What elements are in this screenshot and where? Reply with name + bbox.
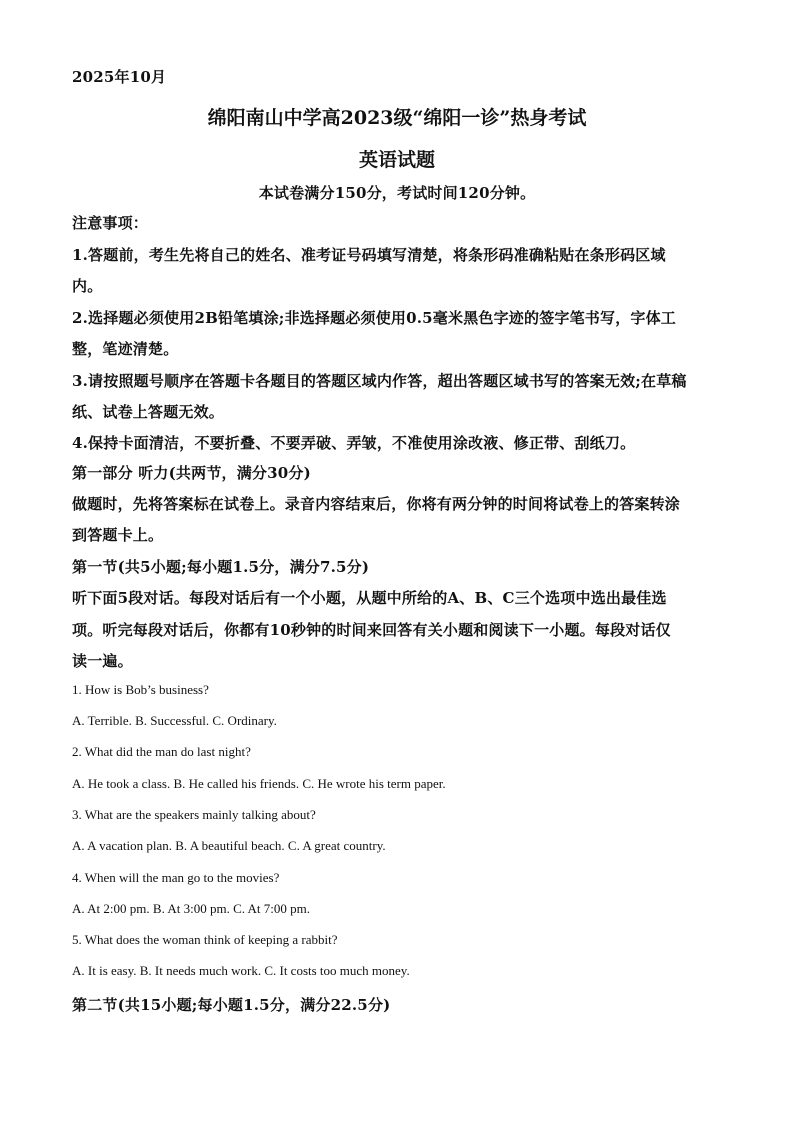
question-1: 1. How is Bob’s business? [72,682,209,697]
question-3: 3. What are the speakers mainly talking about? [72,807,316,822]
question-5: 5. What does the woman think of keeping a rabbit? [72,932,338,947]
section1-instruction-line: 听下面5段对话。每段对话后有一个小题，从题中所给的A、B、C三个选项中选出最佳选 [72,589,667,607]
notice-line: 2.选择题必须使用2B铅笔填涂;非选择题必须使用0.5毫米黑色字迹的签字笔书写，字体工 [72,309,677,327]
notice-line: 内。 [72,277,103,295]
notice-line: 1.答题前，考生先将自己的姓名、准考证号码填写清楚，将条形码准确粘贴在条形码区域 [72,246,666,264]
section1-instruction-line: 项。听完每段对话后，你都有10秒钟的时间来回答有关小题和阅读下一小题。每段对话仅 [72,621,671,639]
notice-line: 3.请按照题号顺序在答题卡各题目的答题区域内作答，超出答题区域书写的答案无效;在草稿 [72,372,687,390]
notice-heading: 注意事项： [72,214,149,232]
question-4-options: A. At 2:00 pm. B. At 3:00 pm. C. At 7:00 pm. [72,901,310,916]
part1-heading: 第一部分 听力(共两节，满分30分) [72,464,311,482]
exam-date: 2025年10月 [72,68,167,86]
question-2: 2. What did the man do last night? [72,744,251,759]
notice-line: 整，笔迹清楚。 [72,340,179,358]
exam-info: 本试卷满分150分，考试时间120分钟。 [258,184,536,202]
section1-heading: 第一节(共5小题;每小题1.5分，满分7.5分) [72,558,370,576]
section2-heading: 第二节(共15小题;每小题1.5分，满分22.5分) [72,996,391,1014]
question-3-options: A. A vacation plan. B. A beautiful beach. C. A great country. [72,838,386,853]
notice-line: 4.保持卡面清洁，不要折叠、不要弄破、弄皱，不准使用涂改液、修正带、刮纸刀。 [72,434,636,452]
subject-title: 英语试题 [358,149,435,171]
exam-title: 绵阳南山中学高2023级“绵阳一诊”热身考试 [207,107,587,129]
part1-intro-line: 到答题卡上。 [72,526,164,544]
question-2-options: A. He took a class. B. He called his friends. C. He wrote his term paper. [72,776,446,791]
question-4: 4. When will the man go to the movies? [72,870,280,885]
question-1-options: A. Terrible. B. Successful. C. Ordinary. [72,713,277,728]
part1-intro-line: 做题时，先将答案标在试卷上。录音内容结束后，你将有两分钟的时间将试卷上的答案转涂 [72,495,681,513]
notice-line: 纸、试卷上答题无效。 [72,403,225,421]
section1-instruction-line: 读一遍。 [72,652,133,670]
question-5-options: A. It is easy. B. It needs much work. C. It costs too much money. [72,963,410,978]
